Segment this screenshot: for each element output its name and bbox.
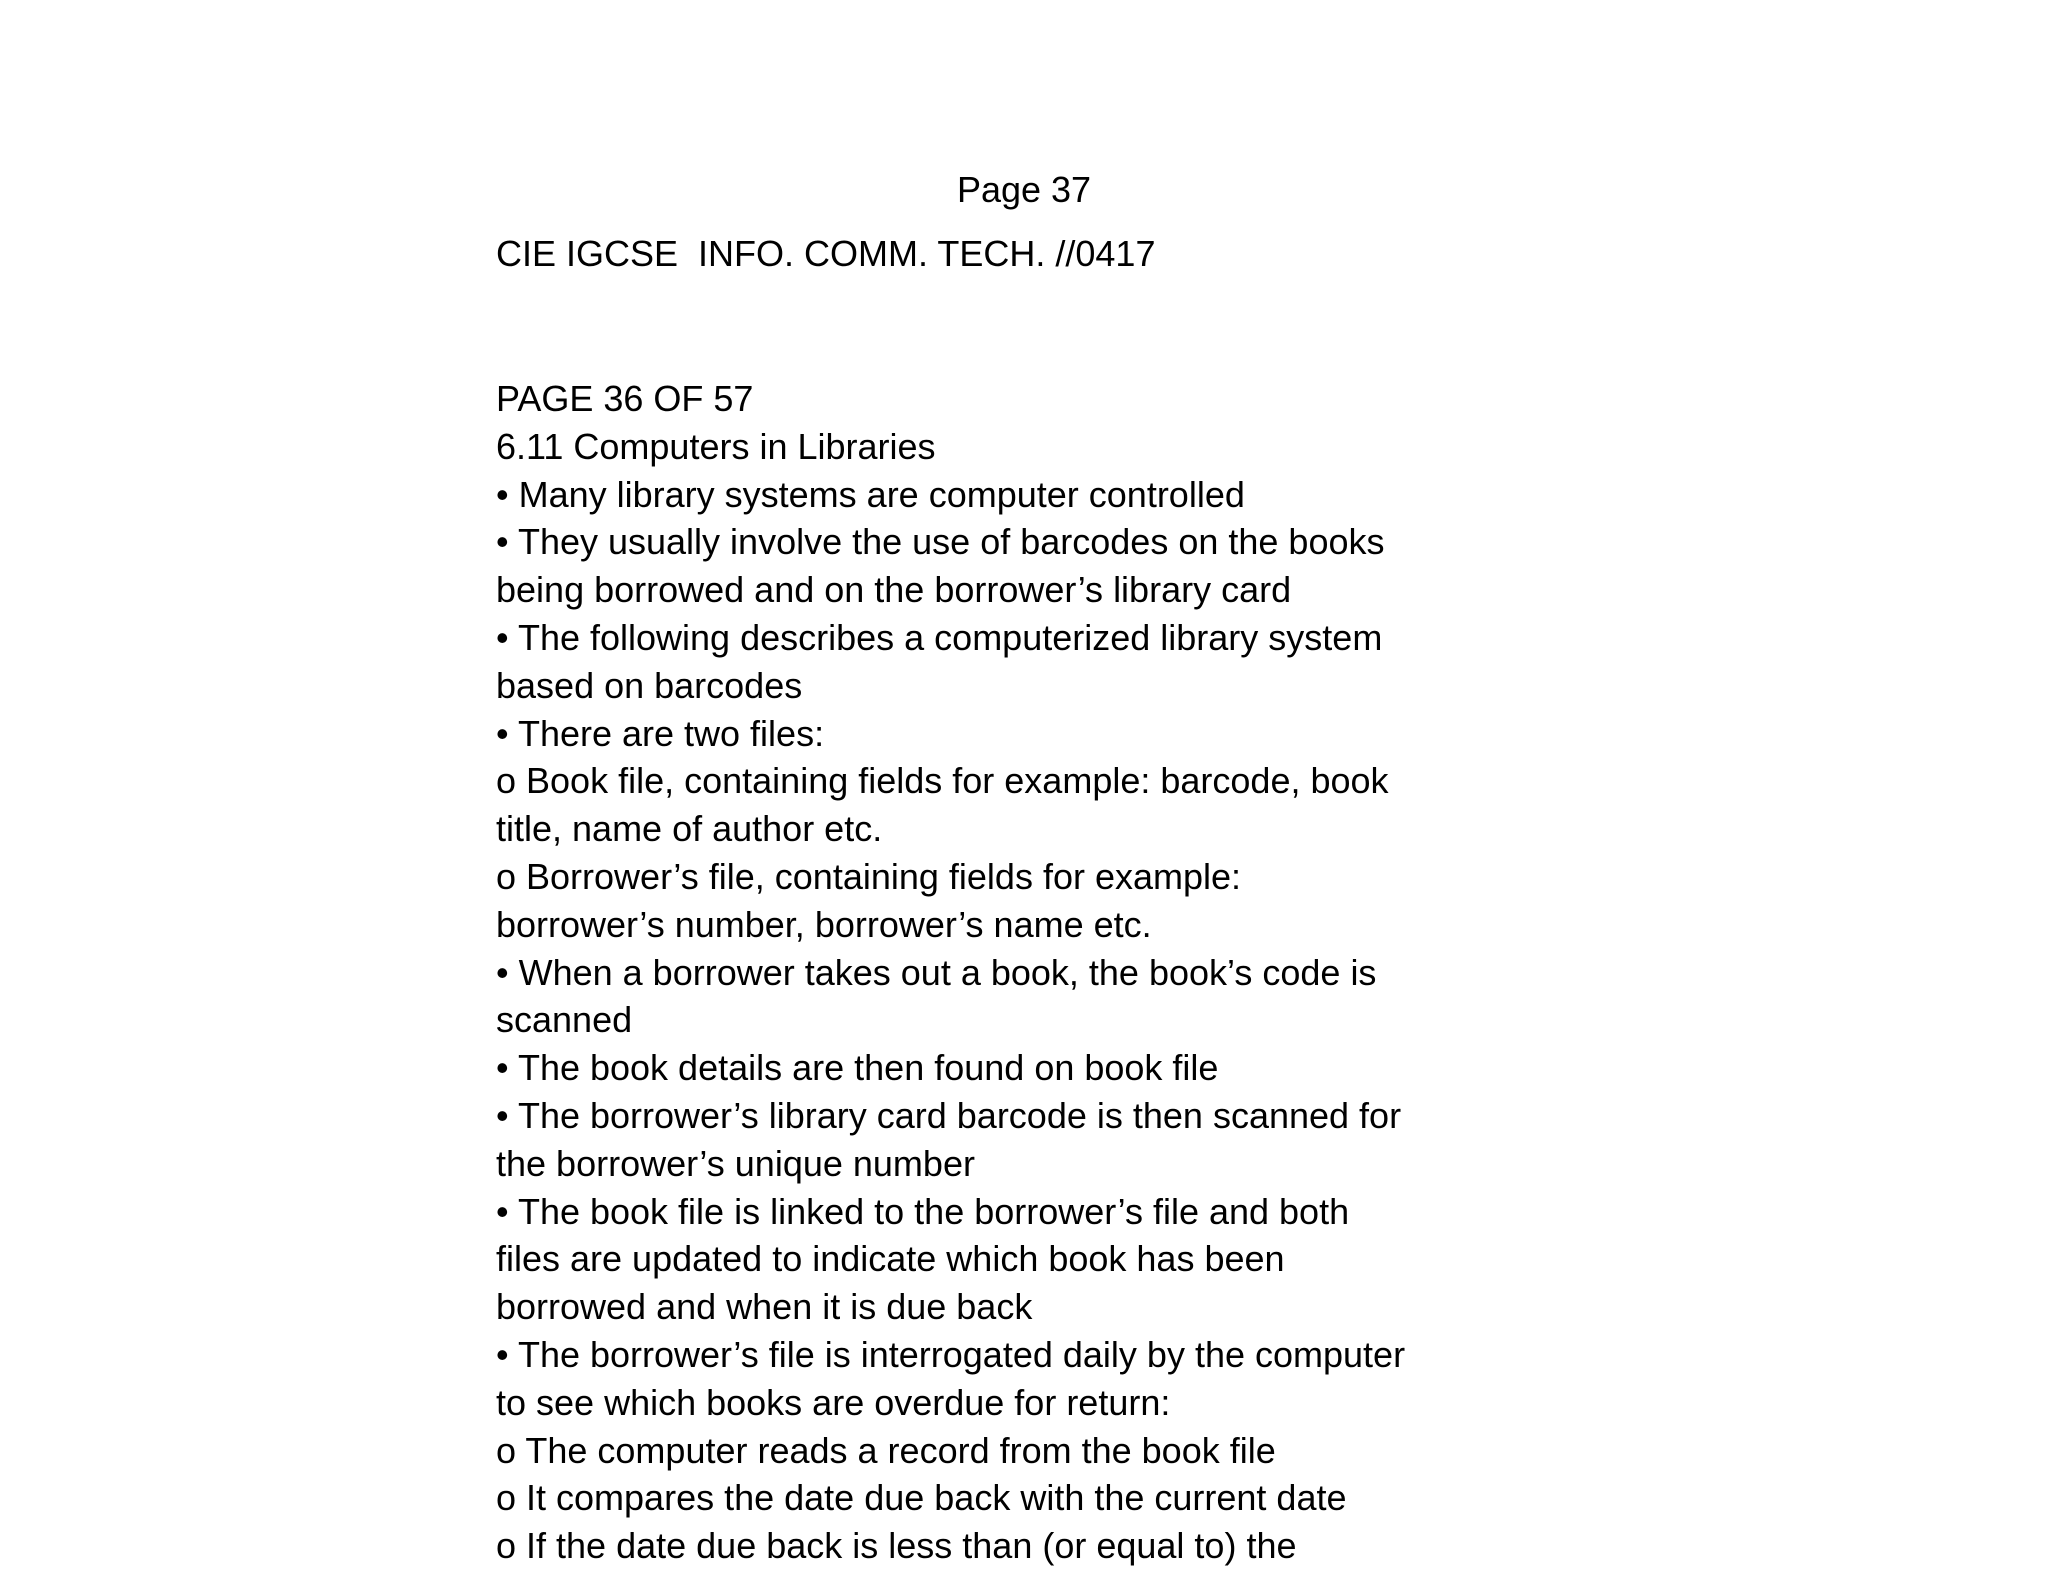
section-title: 6.11 Computers in Libraries xyxy=(496,425,936,467)
text-line: • There are two files: xyxy=(496,712,825,754)
text-line: o It compares the date due back with the current date xyxy=(496,1477,1347,1519)
text-line: • When a borrower takes out a book, the book’s code is xyxy=(496,951,1377,993)
text-line: borrower’s number, borrower’s name etc. xyxy=(496,903,1152,945)
text-line: being borrowed and on the borrower’s library card xyxy=(496,569,1292,611)
text-line: o If the date due back is less than (or equal to) the xyxy=(496,1525,1297,1567)
text-line: based on barcodes xyxy=(496,664,803,706)
document-body xyxy=(496,375,1476,1570)
text-line: o The computer reads a record from the book file xyxy=(496,1429,1276,1471)
text-line: o Book file, containing fields for example: barcode, book xyxy=(496,760,1389,802)
text-line: • They usually involve the use of barcodes on the books xyxy=(496,521,1385,563)
text-line: to see which books are overdue for return: xyxy=(496,1381,1171,1423)
text-line: • The book details are then found on book file xyxy=(496,1047,1219,1089)
text-line: scanned xyxy=(496,999,633,1041)
page-counter: PAGE 36 OF 57 xyxy=(496,378,754,419)
document-header: CIE IGCSE INFO. COMM. TECH. //0417 xyxy=(496,233,1156,274)
text-line: borrowed and when it is due back xyxy=(496,1286,1033,1328)
text-line: title, name of author etc. xyxy=(496,808,883,850)
text-line: • Many library systems are computer controlled xyxy=(496,473,1245,515)
text-line: • The following describes a computerized library system xyxy=(496,616,1383,658)
text-line: the borrower’s unique number xyxy=(496,1142,975,1184)
text-line: files are updated to indicate which book has been xyxy=(496,1238,1285,1280)
text-line: o Borrower’s file, containing fields for example: xyxy=(496,855,1242,897)
text-line: • The borrower’s library card barcode is then scanned for xyxy=(496,1094,1402,1136)
page-number: Page 37 xyxy=(956,169,1092,210)
text-line: • The book file is linked to the borrower’s file and both xyxy=(496,1190,1350,1232)
text-line: • The borrower’s file is interrogated daily by the computer xyxy=(496,1333,1406,1375)
